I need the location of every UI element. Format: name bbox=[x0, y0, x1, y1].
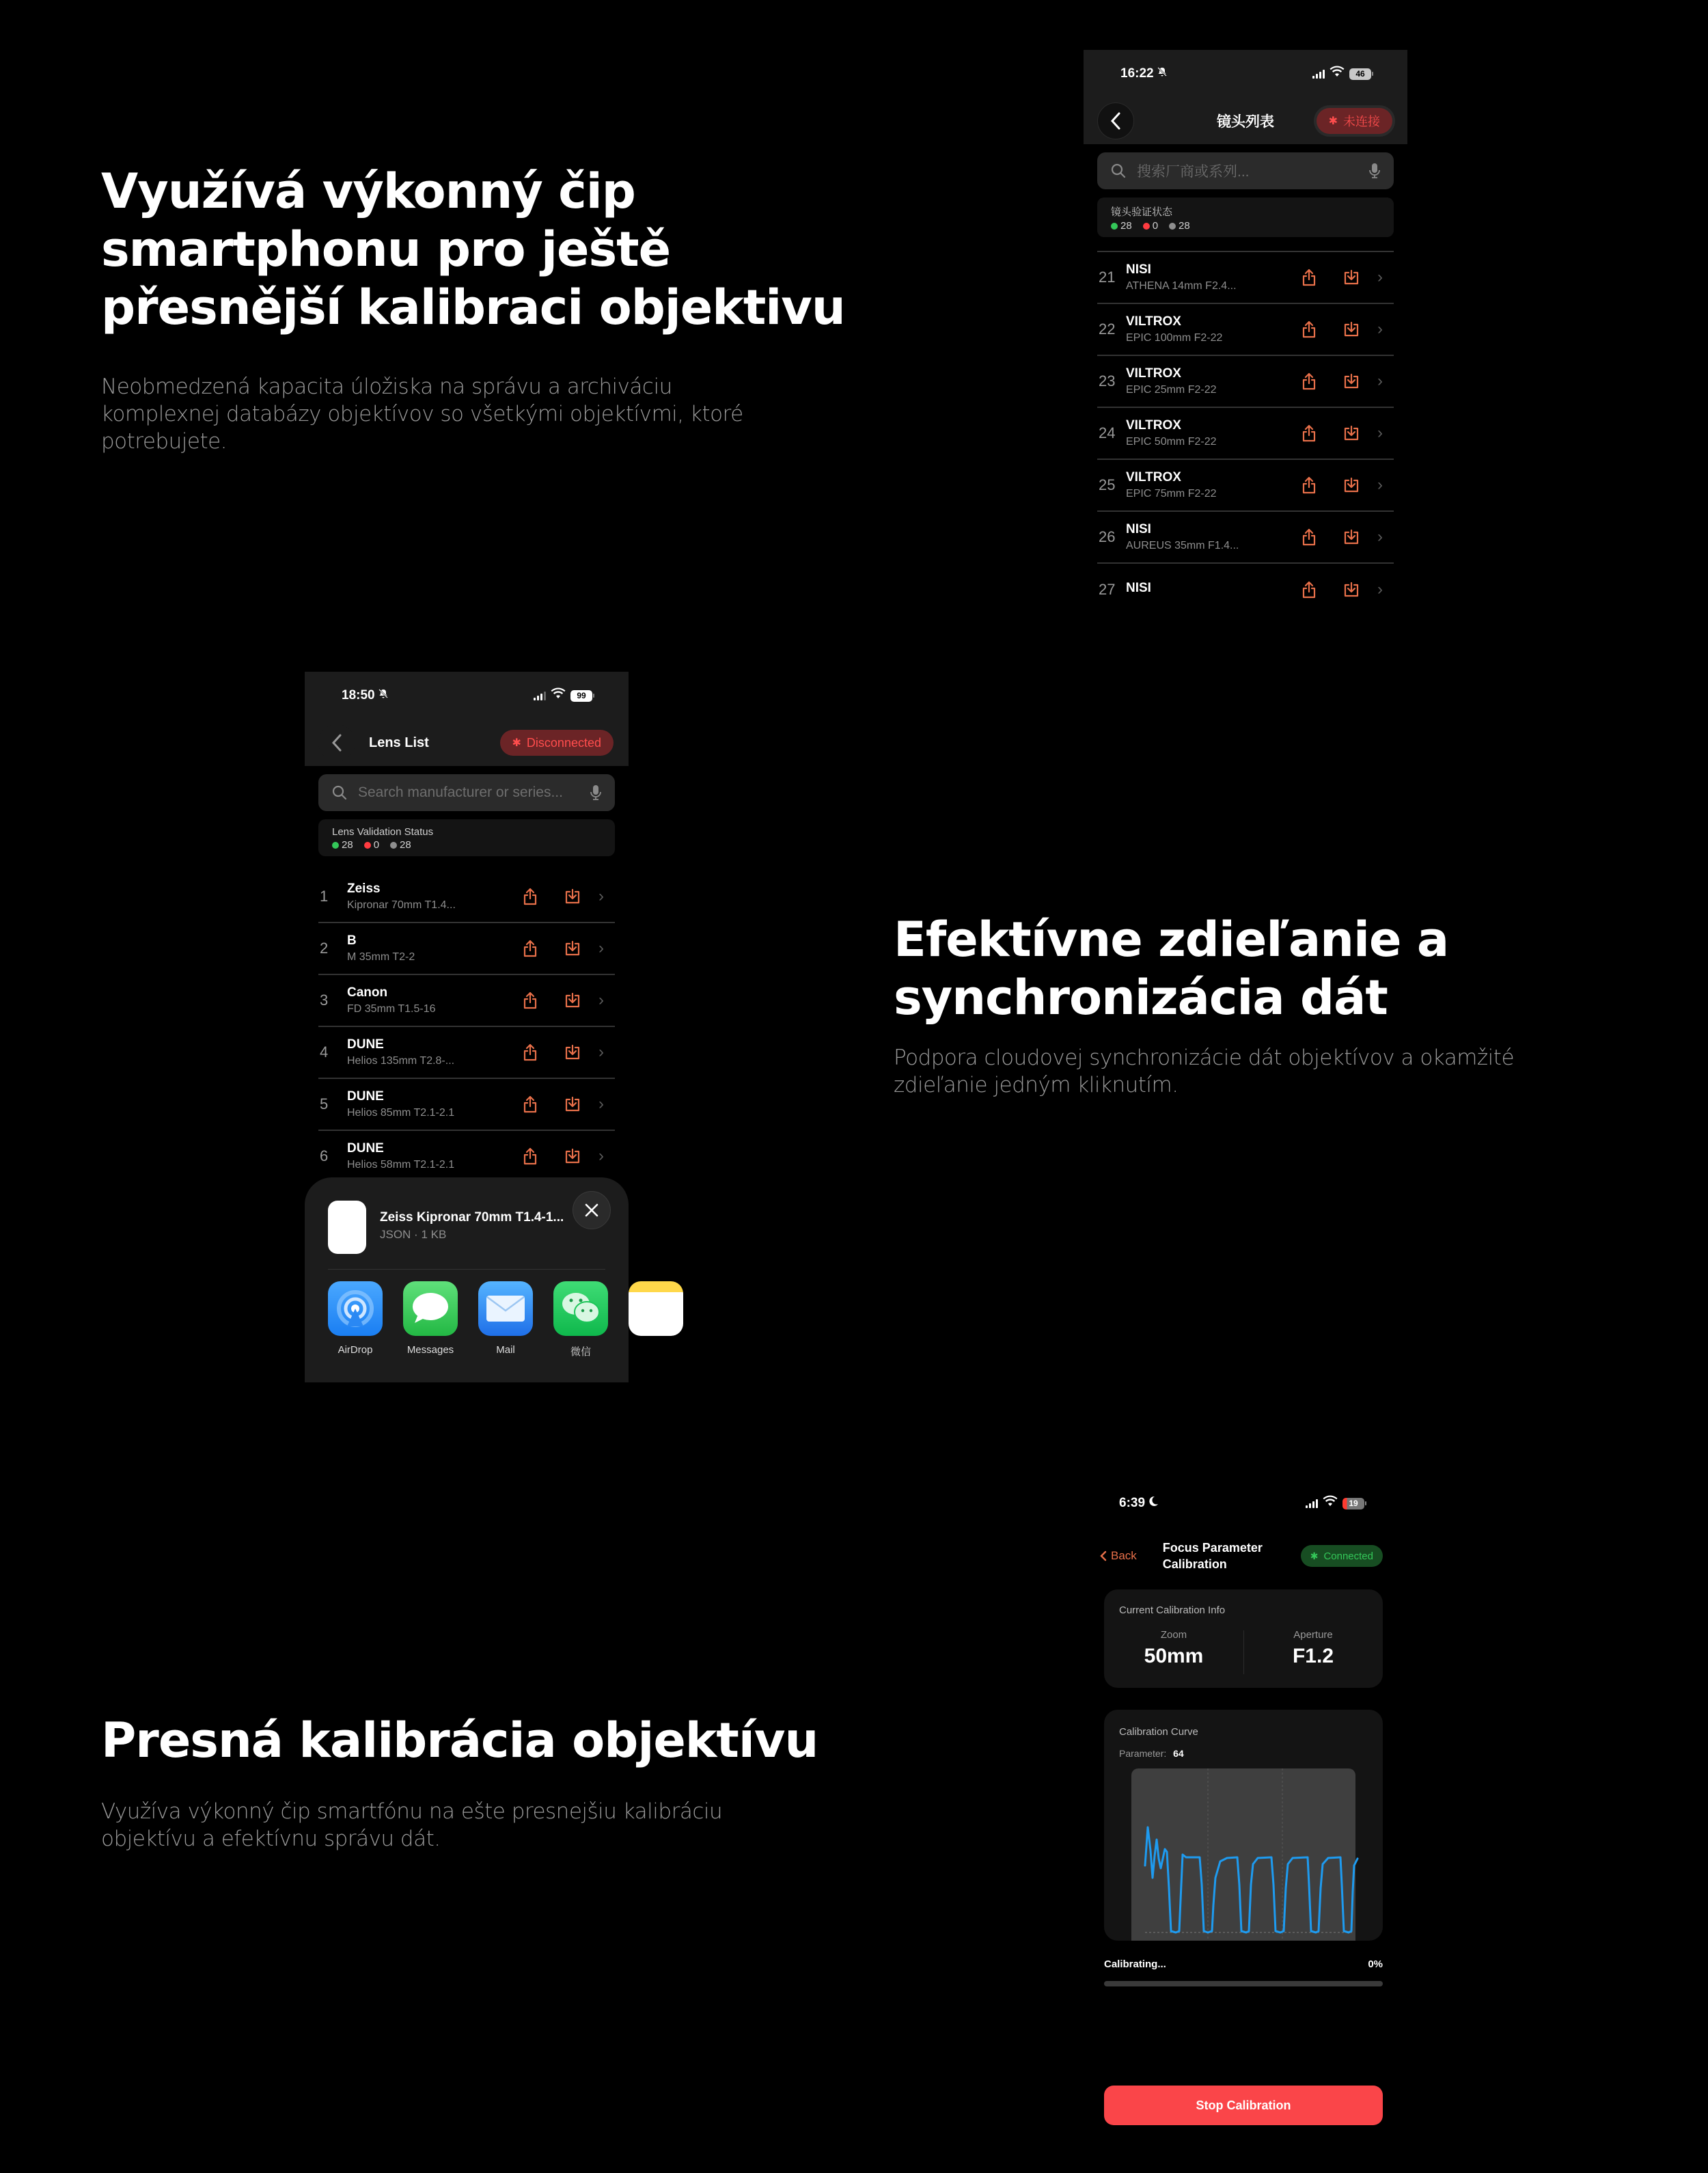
cellular-signal-icon bbox=[534, 692, 546, 700]
calibration-curve-card bbox=[1104, 1710, 1383, 1941]
lens-model: EPIC 50mm F2-22 bbox=[1126, 436, 1217, 448]
lens-brand: DUNE bbox=[347, 1037, 384, 1052]
lens-model: EPIC 100mm F2-22 bbox=[1126, 332, 1223, 344]
connection-status-badge[interactable] bbox=[1317, 108, 1392, 134]
share-icon[interactable] bbox=[1294, 320, 1324, 338]
phone-calibration bbox=[1089, 1484, 1398, 2140]
body-line: komplexnej databázy objektívov so všetkými objektívmi, ktoré bbox=[101, 402, 743, 426]
chevron-right-icon: › bbox=[1377, 580, 1383, 599]
lens-model: EPIC 25mm F2-22 bbox=[1126, 384, 1217, 396]
body-line: potrebujete. bbox=[101, 429, 228, 454]
chevron-left-icon bbox=[1110, 112, 1121, 130]
chevron-right-icon: › bbox=[1377, 424, 1383, 442]
title-line: synchronizácia dát bbox=[894, 970, 1388, 1026]
microphone-icon[interactable] bbox=[590, 784, 601, 801]
lens-index: 27 bbox=[1099, 581, 1116, 598]
status-time: 18:50 bbox=[342, 688, 375, 702]
red-dot-icon bbox=[1143, 223, 1150, 230]
app-label: Mail bbox=[496, 1344, 515, 1356]
lens-row[interactable] bbox=[318, 1131, 615, 1183]
lens-index: 23 bbox=[1099, 372, 1116, 390]
battery-icon bbox=[1342, 1498, 1366, 1509]
app-label: 微信 bbox=[570, 1346, 591, 1358]
app-label: Messages bbox=[407, 1344, 454, 1356]
import-icon[interactable] bbox=[1336, 529, 1366, 545]
validation-status-card bbox=[318, 819, 615, 856]
share-icon[interactable] bbox=[1294, 269, 1324, 286]
bell-slash-icon bbox=[1157, 66, 1168, 81]
import-icon[interactable] bbox=[557, 1096, 588, 1112]
back-label: Back bbox=[1111, 1549, 1137, 1562]
share-app-messages[interactable] bbox=[403, 1281, 458, 1358]
lens-row[interactable] bbox=[318, 871, 615, 923]
status-time: 6:39 bbox=[1119, 1496, 1146, 1510]
import-icon[interactable] bbox=[557, 1044, 588, 1061]
notes-icon bbox=[629, 1281, 683, 1336]
aperture-value: F1.2 bbox=[1292, 1645, 1334, 1667]
count-value: 28 bbox=[342, 839, 353, 851]
total-count bbox=[390, 839, 411, 851]
import-icon[interactable] bbox=[1336, 269, 1366, 286]
progress-row bbox=[1104, 1958, 1383, 1970]
close-button[interactable] bbox=[573, 1191, 611, 1229]
lens-row[interactable] bbox=[1097, 356, 1394, 408]
status-bar bbox=[305, 672, 629, 720]
share-sheet bbox=[305, 1177, 629, 1382]
title-line: smartphonu pro ještě bbox=[101, 221, 671, 277]
chevron-right-icon: › bbox=[598, 1095, 604, 1113]
status-time: 16:22 bbox=[1120, 66, 1154, 81]
import-icon[interactable] bbox=[1336, 425, 1366, 441]
count-value: 28 bbox=[400, 839, 411, 851]
lens-row[interactable] bbox=[318, 923, 615, 975]
validation-title: Lens Validation Status bbox=[332, 826, 434, 838]
share-app-partial[interactable] bbox=[629, 1281, 635, 1358]
lens-model: ATHENA 14mm F2.4... bbox=[1126, 280, 1237, 292]
connection-label: 未连接 bbox=[1343, 115, 1380, 128]
share-icon[interactable] bbox=[1294, 528, 1324, 546]
import-icon[interactable] bbox=[557, 888, 588, 905]
microphone-icon[interactable] bbox=[1369, 163, 1380, 179]
share-app-airdrop[interactable] bbox=[328, 1281, 383, 1358]
nav-bar bbox=[1089, 1533, 1398, 1578]
lens-row[interactable] bbox=[318, 1027, 615, 1079]
invalid-count bbox=[364, 839, 379, 851]
bell-slash-icon bbox=[378, 688, 389, 703]
messages-icon bbox=[403, 1281, 458, 1336]
lens-row[interactable] bbox=[318, 1079, 615, 1131]
share-icon[interactable] bbox=[1294, 372, 1324, 390]
section-2-body bbox=[894, 1044, 1514, 1099]
status-bar bbox=[1089, 1484, 1398, 1522]
divider bbox=[328, 1269, 605, 1270]
lens-index: 4 bbox=[320, 1043, 329, 1061]
import-icon[interactable] bbox=[557, 940, 588, 957]
lens-row[interactable] bbox=[1097, 252, 1394, 304]
count-value: 28 bbox=[1120, 220, 1132, 232]
lens-index: 22 bbox=[1099, 320, 1116, 338]
import-icon[interactable] bbox=[1336, 477, 1366, 493]
lens-brand: Zeiss bbox=[347, 882, 381, 896]
zoom-value: 50mm bbox=[1144, 1645, 1204, 1667]
calibration-info-card bbox=[1104, 1589, 1383, 1688]
lens-model: Helios 58mm T2.1-2.1 bbox=[347, 1159, 455, 1171]
lens-brand: NISI bbox=[1126, 581, 1151, 595]
nav-title: 镜头列表 bbox=[1217, 114, 1274, 130]
chevron-left-icon bbox=[1100, 1550, 1107, 1561]
title-line: Využívá výkonný čip bbox=[101, 163, 635, 219]
share-icon[interactable] bbox=[515, 940, 545, 957]
lens-brand: B bbox=[347, 933, 357, 948]
import-icon[interactable] bbox=[1336, 321, 1366, 338]
parameter-value: 64 bbox=[1173, 1748, 1184, 1759]
lens-index: 2 bbox=[320, 940, 329, 957]
lens-index: 3 bbox=[320, 992, 329, 1009]
import-icon[interactable] bbox=[1336, 582, 1366, 598]
lens-brand: Canon bbox=[347, 985, 388, 1000]
info-title: Current Calibration Info bbox=[1119, 1604, 1226, 1616]
chevron-right-icon: › bbox=[598, 1043, 604, 1061]
red-dot-icon bbox=[364, 842, 371, 849]
title-line: Calibration bbox=[1162, 1557, 1227, 1571]
share-icon[interactable] bbox=[515, 992, 545, 1009]
aperture-label: Aperture bbox=[1293, 1629, 1333, 1641]
lens-row[interactable] bbox=[1097, 304, 1394, 356]
search-placeholder: 搜索厂商或系列... bbox=[1137, 164, 1250, 180]
total-count bbox=[1169, 220, 1190, 232]
count-value: 0 bbox=[1152, 220, 1159, 232]
lens-row[interactable] bbox=[1097, 512, 1394, 564]
wifi-icon bbox=[1323, 1496, 1337, 1511]
count-value: 0 bbox=[373, 839, 380, 851]
title-line: Presná kalibrácia objektívu bbox=[101, 1712, 818, 1768]
zoom-field bbox=[1104, 1629, 1243, 1668]
wechat-icon bbox=[553, 1281, 608, 1336]
lens-list bbox=[1097, 251, 1394, 616]
chevron-right-icon: › bbox=[1377, 320, 1383, 338]
chevron-right-icon: › bbox=[1377, 372, 1383, 390]
validation-title: 镜头验证状态 bbox=[1111, 206, 1173, 218]
aperture-field bbox=[1243, 1629, 1383, 1668]
import-icon[interactable] bbox=[557, 1148, 588, 1164]
connection-label: Disconnected bbox=[526, 735, 601, 750]
nav-bar bbox=[1084, 98, 1407, 144]
count-value: 28 bbox=[1179, 220, 1190, 232]
lens-model: M 35mm T2-2 bbox=[347, 951, 415, 963]
back-button[interactable] bbox=[1097, 102, 1134, 139]
share-icon[interactable] bbox=[515, 888, 545, 905]
chevron-left-icon bbox=[331, 734, 342, 752]
body-line: Neobmedzená kapacita úložiska na správu a archiváciu bbox=[101, 374, 672, 399]
nav-title bbox=[1163, 1540, 1263, 1572]
chevron-right-icon: › bbox=[598, 991, 604, 1009]
body-line: Podpora cloudovej synchronizácie dát objektívov a okamžité bbox=[894, 1046, 1515, 1070]
lens-model: Kipronar 70mm T1.4... bbox=[347, 899, 456, 911]
progress-label: Calibrating... bbox=[1104, 1958, 1166, 1970]
airdrop-icon bbox=[328, 1281, 383, 1336]
title-line: přesnější kalibraci objektivu bbox=[101, 279, 845, 336]
back-button[interactable] bbox=[1100, 1549, 1137, 1563]
close-icon bbox=[584, 1203, 599, 1218]
lens-index: 1 bbox=[320, 888, 329, 905]
title-line: Focus Parameter bbox=[1162, 1541, 1263, 1555]
body-line: zdieľanie jedným kliknutím. bbox=[894, 1073, 1179, 1097]
zoom-label: Zoom bbox=[1160, 1629, 1187, 1641]
nav-title: Lens List bbox=[369, 735, 429, 750]
section-1-body bbox=[101, 373, 743, 455]
file-meta: JSON · 1 KB bbox=[380, 1228, 447, 1241]
body-line: objektívu a efektívnu správu dát. bbox=[101, 1827, 441, 1851]
parameter-label: Parameter: bbox=[1119, 1748, 1167, 1759]
battery-level: 19 bbox=[1342, 1498, 1364, 1509]
lens-index: 6 bbox=[320, 1147, 329, 1164]
cellular-signal-icon bbox=[1306, 1499, 1318, 1508]
valid-count bbox=[332, 839, 353, 851]
gray-dot-icon bbox=[390, 842, 397, 849]
app-label: AirDrop bbox=[338, 1344, 373, 1356]
lens-index: 21 bbox=[1099, 269, 1116, 286]
valid-count bbox=[1111, 220, 1132, 232]
lens-brand: DUNE bbox=[347, 1141, 384, 1156]
gray-dot-icon bbox=[1169, 223, 1176, 230]
lens-row[interactable] bbox=[1097, 564, 1394, 616]
green-dot-icon bbox=[1111, 223, 1118, 230]
share-icon[interactable] bbox=[1294, 476, 1324, 494]
nav-bar bbox=[305, 720, 629, 766]
chevron-right-icon: › bbox=[1377, 528, 1383, 546]
lens-brand: NISI bbox=[1126, 262, 1151, 277]
lens-model: FD 35mm T1.5-16 bbox=[347, 1003, 436, 1015]
share-icon[interactable] bbox=[1294, 424, 1324, 442]
lens-brand: DUNE bbox=[347, 1089, 384, 1104]
lens-row[interactable] bbox=[1097, 460, 1394, 512]
lens-list bbox=[318, 871, 615, 1183]
connection-label: Connected bbox=[1323, 1550, 1373, 1562]
share-app-wechat[interactable] bbox=[553, 1281, 608, 1358]
bluetooth-icon: ✱ bbox=[1310, 1550, 1319, 1561]
section-2-title bbox=[894, 911, 1448, 1027]
lens-model: Helios 85mm T2.1-2.1 bbox=[347, 1107, 455, 1119]
back-button[interactable] bbox=[318, 724, 355, 761]
file-name: Zeiss Kipronar 70mm T1.4-1... bbox=[380, 1210, 564, 1225]
import-icon[interactable] bbox=[1336, 373, 1366, 390]
battery-level: 99 bbox=[570, 690, 592, 702]
search-input[interactable] bbox=[1097, 152, 1394, 189]
phone-lens-list-en bbox=[305, 672, 629, 1374]
share-icon[interactable] bbox=[515, 1043, 545, 1061]
bluetooth-icon: ✱ bbox=[1328, 115, 1338, 127]
search-icon bbox=[1111, 163, 1126, 178]
lens-model: AUREUS 35mm F1.4... bbox=[1126, 540, 1239, 551]
status-bar bbox=[1084, 50, 1407, 98]
lens-index: 26 bbox=[1099, 528, 1116, 545]
battery-icon bbox=[570, 690, 594, 702]
section-1-title bbox=[101, 163, 845, 337]
search-icon bbox=[332, 785, 347, 800]
battery-icon bbox=[1349, 68, 1373, 80]
curve-title: Calibration Curve bbox=[1119, 1726, 1198, 1738]
chevron-right-icon: › bbox=[1377, 268, 1383, 286]
phone-lens-list-cn bbox=[1084, 50, 1407, 599]
cellular-signal-icon bbox=[1312, 70, 1325, 79]
lens-brand: VILTROX bbox=[1126, 366, 1181, 381]
mail-icon bbox=[478, 1281, 533, 1336]
moon-icon bbox=[1148, 1496, 1159, 1511]
header-area bbox=[1084, 50, 1407, 144]
parameter-row bbox=[1119, 1748, 1184, 1759]
share-icon[interactable] bbox=[1294, 581, 1324, 599]
wifi-icon bbox=[1330, 66, 1344, 81]
title-line: Efektívne zdieľanie a bbox=[894, 912, 1449, 968]
progress-bar bbox=[1104, 1981, 1383, 1986]
lens-row[interactable] bbox=[318, 975, 615, 1027]
connection-status-badge[interactable] bbox=[1301, 1545, 1383, 1567]
section-3-body bbox=[101, 1798, 722, 1853]
invalid-count bbox=[1143, 220, 1158, 232]
file-thumbnail bbox=[328, 1201, 366, 1254]
lens-brand: VILTROX bbox=[1126, 470, 1181, 484]
progress-percent: 0% bbox=[1368, 1958, 1383, 1970]
lens-index: 24 bbox=[1099, 424, 1116, 441]
connection-status-badge[interactable] bbox=[500, 730, 614, 756]
share-apps-row bbox=[328, 1281, 635, 1358]
validation-status-card bbox=[1097, 197, 1394, 237]
green-dot-icon bbox=[332, 842, 339, 849]
lens-brand: VILTROX bbox=[1126, 314, 1181, 329]
lens-brand: NISI bbox=[1126, 522, 1151, 536]
lens-brand: VILTROX bbox=[1126, 418, 1181, 433]
chevron-right-icon: › bbox=[1377, 476, 1383, 494]
chevron-right-icon: › bbox=[598, 939, 604, 957]
search-input[interactable] bbox=[318, 774, 615, 811]
lens-row[interactable] bbox=[1097, 408, 1394, 460]
search-placeholder: Search manufacturer or series... bbox=[358, 784, 563, 800]
chevron-right-icon: › bbox=[598, 887, 604, 905]
lens-model: EPIC 75mm F2-22 bbox=[1126, 488, 1217, 500]
curve-plot bbox=[1131, 1768, 1386, 1941]
lens-index: 25 bbox=[1099, 476, 1116, 493]
share-app-mail[interactable] bbox=[478, 1281, 533, 1358]
section-3-title bbox=[101, 1712, 818, 1770]
share-icon[interactable] bbox=[515, 1095, 545, 1113]
header-area bbox=[305, 672, 629, 766]
body-line: Využíva výkonný čip smartfónu na ešte presnejšiu kalibráciu bbox=[101, 1799, 723, 1824]
lens-model: Helios 135mm T2.8-... bbox=[347, 1055, 455, 1067]
stop-calibration-button[interactable]: Stop Calibration bbox=[1104, 2086, 1383, 2125]
import-icon[interactable] bbox=[557, 992, 588, 1009]
bluetooth-icon: ✱ bbox=[512, 737, 521, 749]
wifi-icon bbox=[551, 688, 565, 703]
battery-level: 46 bbox=[1349, 68, 1371, 80]
chevron-right-icon: › bbox=[598, 1147, 604, 1165]
share-icon[interactable] bbox=[515, 1147, 545, 1165]
calibration-curve-chart bbox=[1131, 1768, 1355, 1941]
lens-index: 5 bbox=[320, 1095, 329, 1112]
